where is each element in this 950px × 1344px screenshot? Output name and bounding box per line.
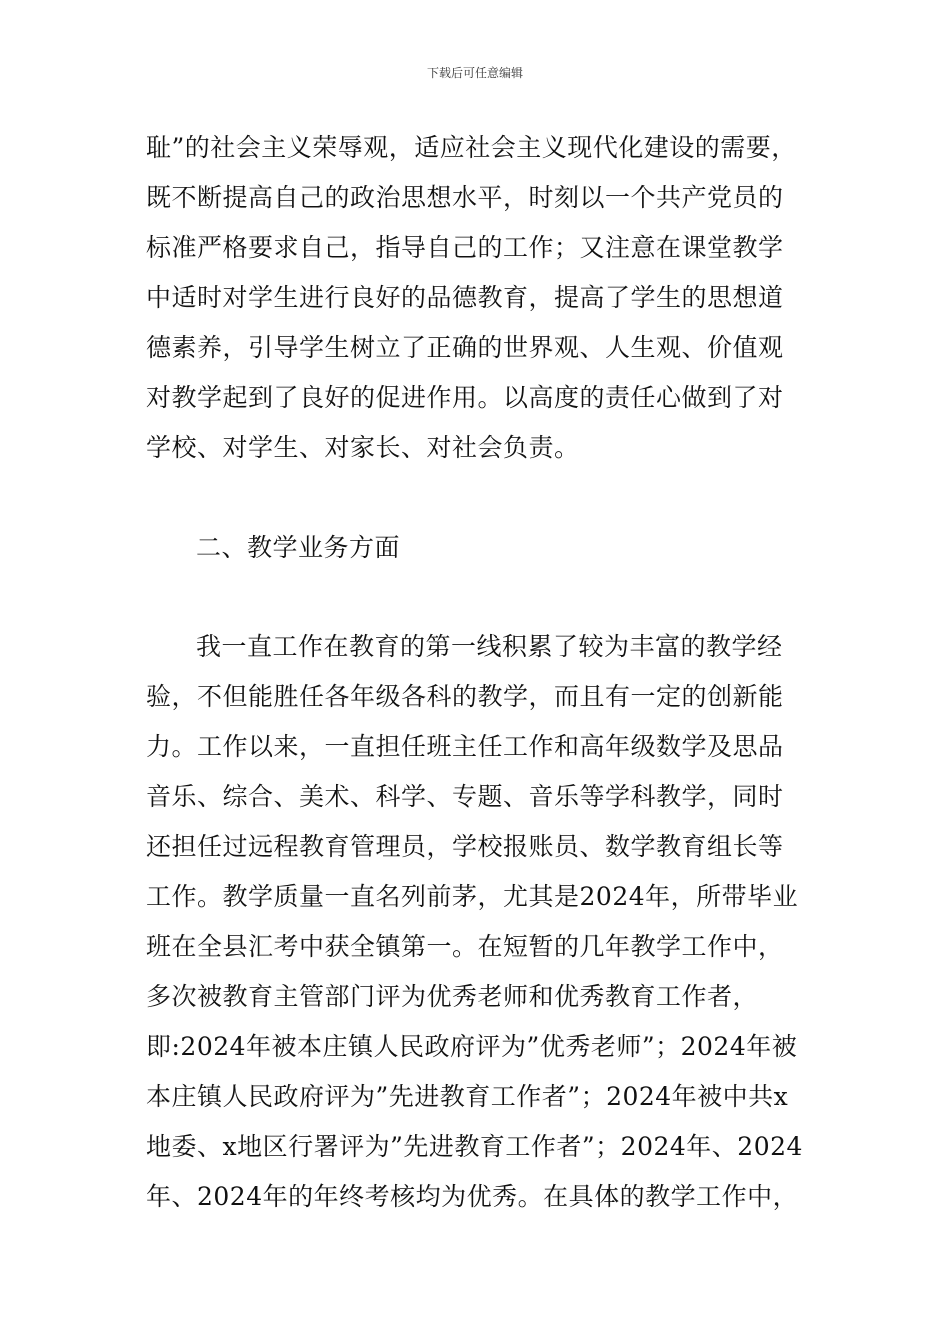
text-line: 中适时对学生进行良好的品德教育，提高了学生的思想道 (146, 283, 784, 312)
text-line: 本庄镇人民政府评为”先进教育工作者”；2024年被中共x (146, 1082, 789, 1111)
text-line: 音乐、综合、美术、科学、专题、音乐等学科教学，同时 (146, 782, 784, 811)
text-line: 多次被教育主管部门评为优秀老师和优秀教育工作者， (146, 982, 759, 1011)
text-line: 即:2024年被本庄镇人民政府评为”优秀老师”；2024年被 (146, 1032, 798, 1061)
text-line: 工作。教学质量一直名列前茅，尤其是2024年，所带毕业 (146, 882, 799, 911)
text-line: 学校、对学生、对家长、对社会负责。 (146, 433, 580, 462)
text-line: 地委、x地区行署评为”先进教育工作者”；2024年、2024 (146, 1132, 803, 1161)
text-line: 力。工作以来，一直担任班主任工作和高年级数学及思品 (146, 732, 784, 761)
text-line: 我一直工作在教育的第一线积累了较为丰富的教学经 (196, 632, 783, 661)
text-line: 标准严格要求自己，指导自己的工作；又注意在课堂教学 (146, 233, 784, 262)
text-line: 对教学起到了良好的促进作用。以高度的责任心做到了对 (146, 383, 784, 412)
text-line: 班在全县汇考中获全镇第一。在短暂的几年教学工作中， (146, 932, 784, 961)
text-line: 耻”的社会主义荣辱观，适应社会主义现代化建设的需要， (146, 133, 797, 162)
text-line: 德素养，引导学生树立了正确的世界观、人生观、价值观 (146, 333, 784, 362)
text-line: 年、2024年的年终考核均为优秀。在具体的教学工作中， (146, 1182, 799, 1211)
section-heading: 二、教学业务方面 (196, 533, 401, 562)
text-line: 验，不但能胜任各年级各科的教学，而且有一定的创新能 (146, 682, 784, 711)
text-line: 既不断提高自己的政治思想水平，时刻以一个共产党员的 (146, 183, 784, 212)
page-header: 下载后可任意编辑 (426, 66, 523, 80)
text-line: 还担任过远程教育管理员，学校报账员、数学教育组长等 (146, 832, 784, 861)
